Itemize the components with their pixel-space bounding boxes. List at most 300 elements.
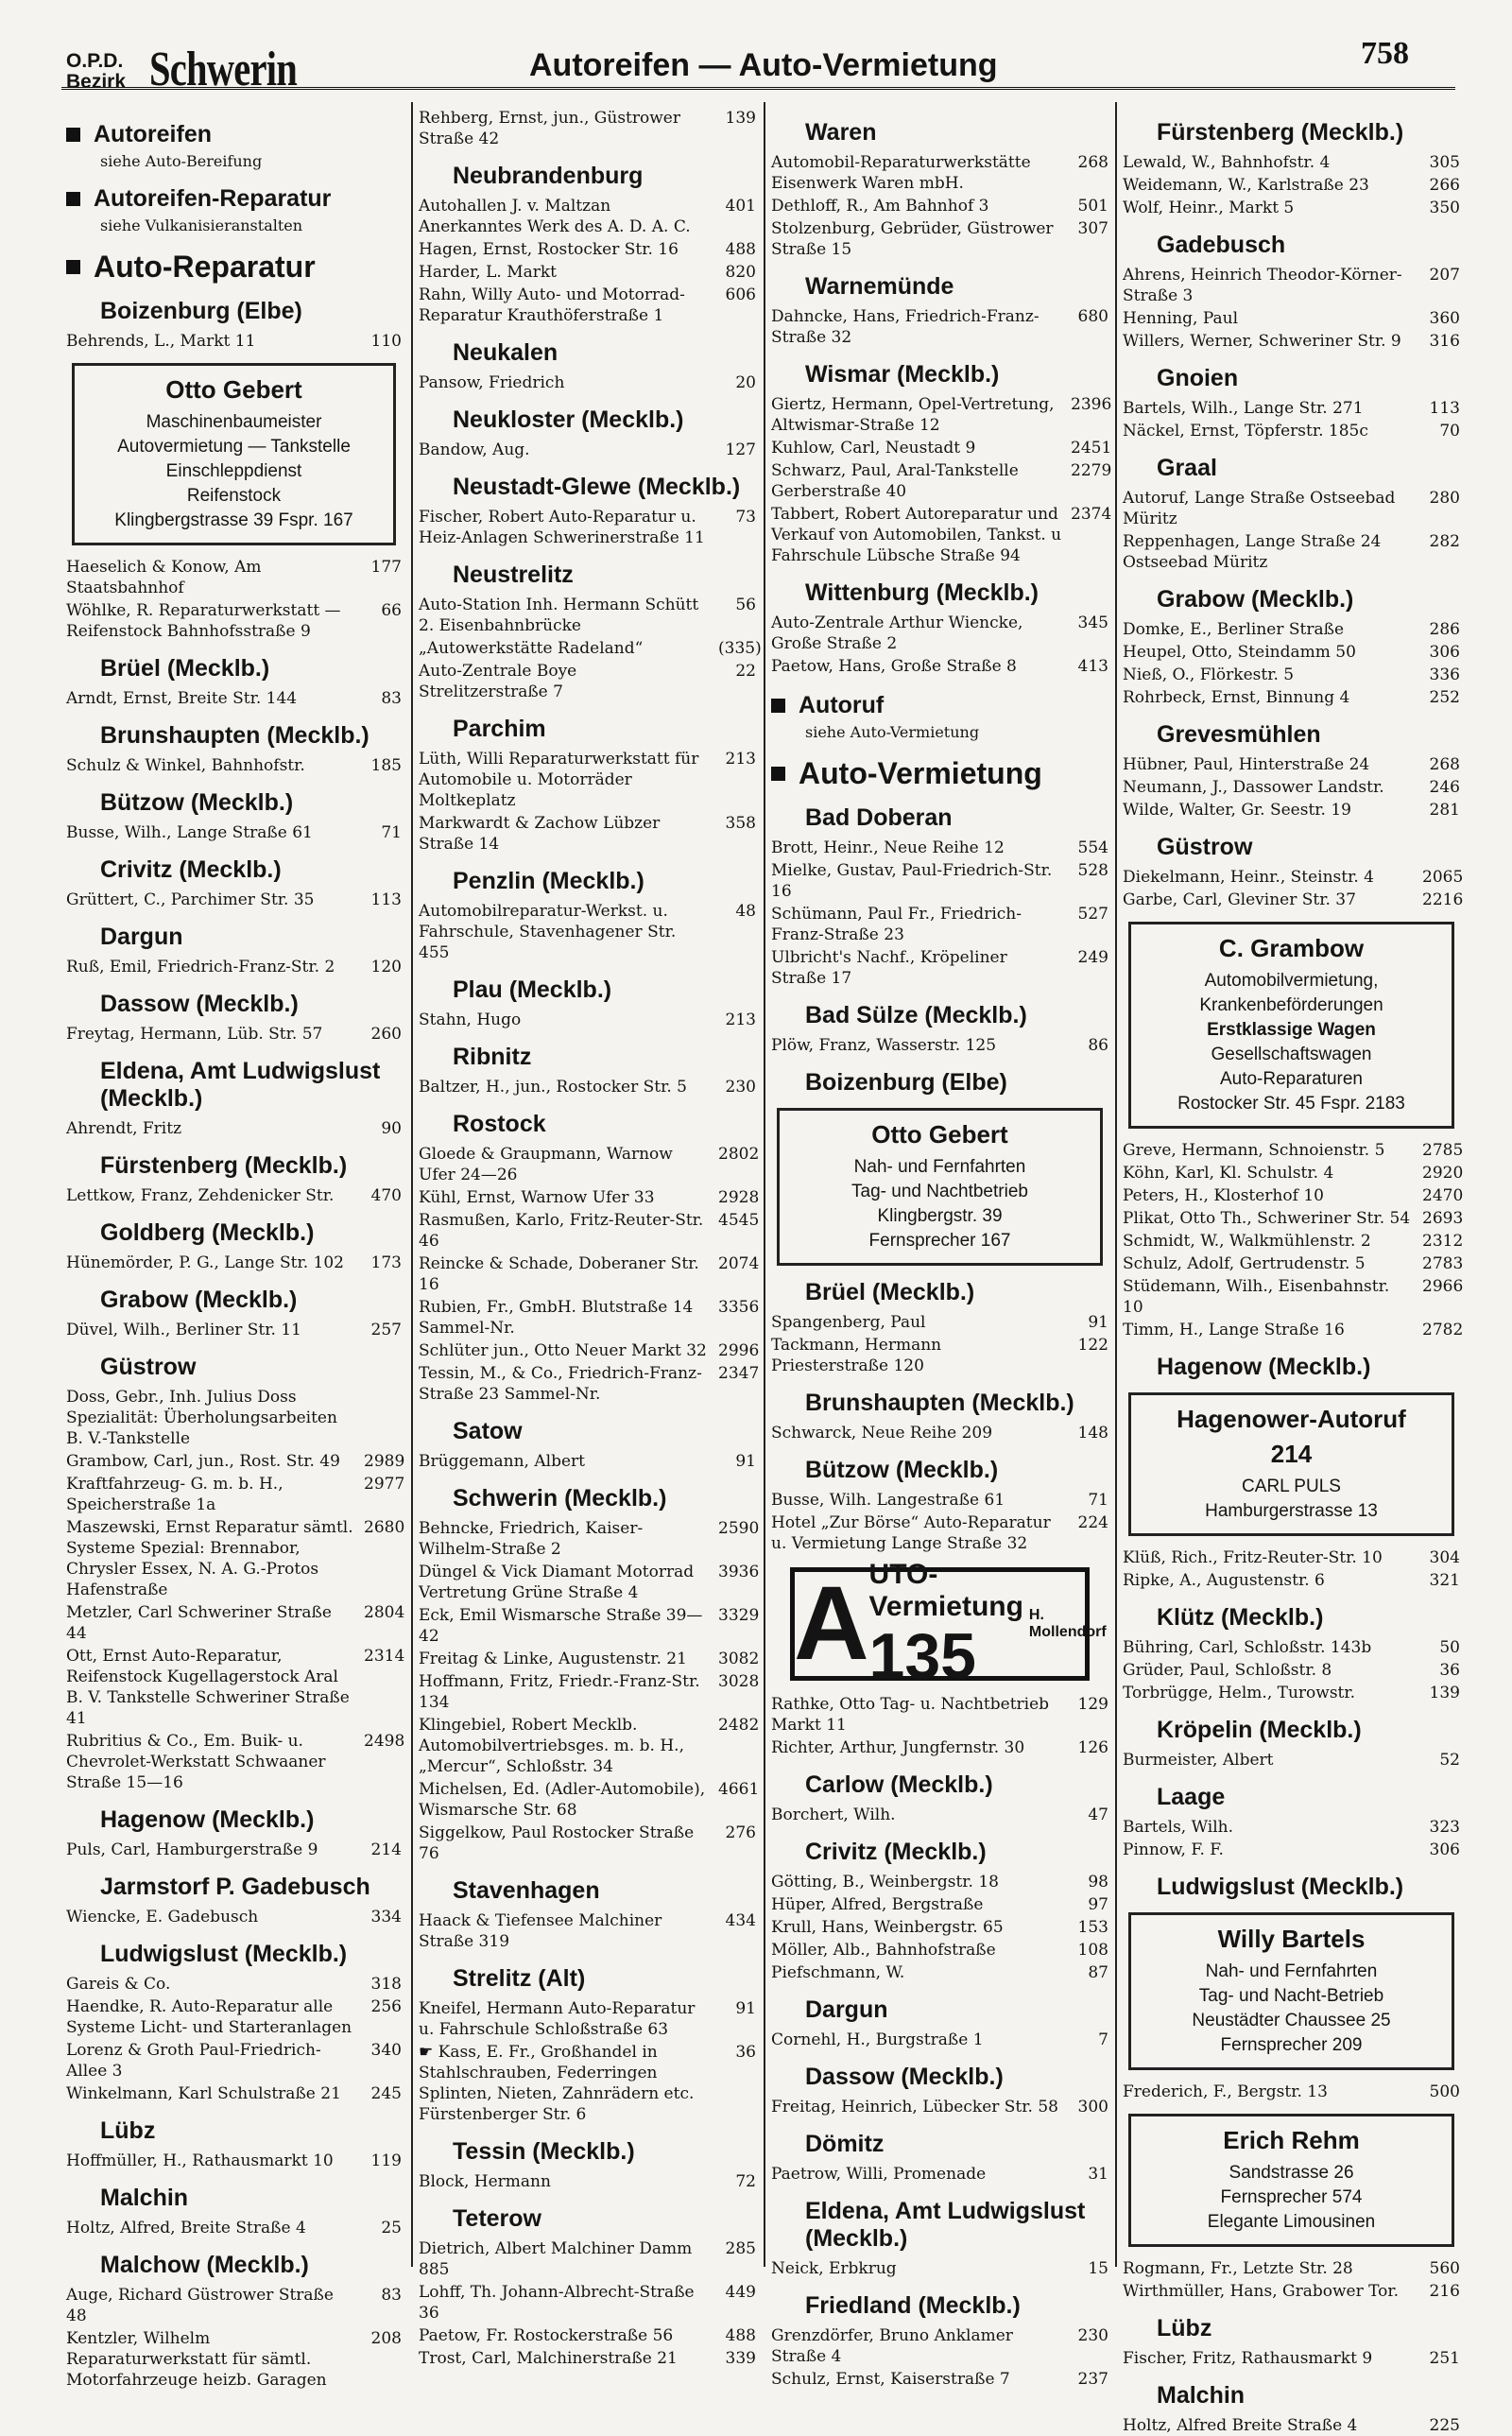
- city-heading: Penzlin (Mecklb.): [453, 868, 644, 894]
- entry-text: Dethloff, R., Am Bahnhof 3: [771, 197, 989, 216]
- listing-entry: [419, 262, 756, 283]
- district-line-1: O.P.D.: [66, 50, 124, 72]
- entry-text: Michelsen, Ed. (Adler-Automobile), Wismarsche Str. 68: [419, 1780, 706, 1820]
- phone-number: 2989: [364, 1452, 405, 1471]
- phone-number: 3936: [718, 1563, 760, 1581]
- entry-text: Behrends, L., Markt 11: [66, 332, 256, 351]
- phone-number: 527: [1077, 905, 1108, 924]
- listing-entry: [66, 755, 402, 776]
- entry-text: Peters, H., Klosterhof 10: [1123, 1186, 1324, 1205]
- listing-entry: [419, 595, 756, 636]
- entry-text: Haeselich & Konow, Am Staatsbahnhof: [66, 558, 262, 597]
- phone-number: 2482: [718, 1716, 760, 1735]
- phone-number: 334: [370, 1908, 402, 1926]
- listing-entry: [1123, 1570, 1460, 1591]
- listing-entry: [1123, 1660, 1460, 1681]
- listing-entry: [419, 1649, 760, 1669]
- entry-text: Domke, E., Berliner Straße: [1123, 620, 1345, 639]
- entry-text: Arndt, Ernst, Breite Str. 144: [66, 689, 298, 708]
- entry-text: Spangenberg, Paul: [771, 1313, 926, 1332]
- phone-number: 2347: [718, 1364, 760, 1383]
- entry-text: Neumann, J., Dassower Landstr.: [1123, 778, 1384, 797]
- phone-number: 36: [1439, 1661, 1460, 1680]
- listing-entry: [66, 1387, 402, 1449]
- entry-text: Frederich, F., Bergstr. 13: [1123, 2082, 1328, 2101]
- section-title: Autoreifen-Reparatur: [94, 185, 332, 212]
- listing-entry: [1123, 867, 1464, 888]
- entry-text: Pansow, Friedrich: [419, 373, 565, 392]
- entry-text: Näckel, Ernst, Töpferstr. 185c: [1123, 422, 1368, 441]
- listing-entry: [1123, 1320, 1464, 1340]
- phone-number: 97: [1088, 1895, 1108, 1914]
- phone-number: 173: [370, 1253, 402, 1272]
- listing-entry: [1123, 488, 1460, 529]
- city-heading: Fürstenberg (Mecklb.): [1157, 119, 1404, 146]
- phone-number: 83: [381, 689, 402, 708]
- listing-entry: [1123, 1547, 1460, 1568]
- phone-number: 3082: [718, 1650, 760, 1668]
- city-heading: Wismar (Mecklb.): [805, 361, 1000, 388]
- page-number: 758: [1361, 36, 1409, 71]
- city-heading: Jarmstorf P. Gadebusch: [100, 1874, 370, 1900]
- phone-number: 252: [1429, 688, 1460, 707]
- ad-phone: 214: [1270, 1440, 1313, 1468]
- section-autoreifen-reparatur: [66, 185, 402, 213]
- phone-number: 280: [1429, 489, 1460, 508]
- entry-text: Plikat, Otto Th., Schweriner Str. 54: [1123, 1209, 1411, 1228]
- phone-number: 340: [370, 2041, 402, 2060]
- entry-text: Schulz, Ernst, Kaiserstraße 7: [771, 2370, 1010, 2389]
- city-heading: Brüel (Mecklb.): [805, 1279, 975, 1305]
- listing-entry: [419, 813, 756, 855]
- phone-number: 560: [1429, 2259, 1460, 2278]
- cross-reference: siehe Auto-Bereifung: [100, 152, 263, 170]
- listing-entry: [419, 507, 756, 548]
- section-bullet-icon: [66, 128, 80, 142]
- listing-entry: [1123, 2258, 1460, 2279]
- phone-number: 2680: [364, 1518, 405, 1537]
- listing-entry: [419, 2282, 756, 2324]
- entry-text: Auto-Station Inh. Hermann Schütt 2. Eisenbahnbrücke: [419, 596, 699, 635]
- entry-text: Reincke & Schade, Doberaner Str. 16: [419, 1254, 699, 1294]
- city-heading: Lübz: [1157, 2315, 1212, 2341]
- entry-text: Heupel, Otto, Steindamm 50: [1123, 643, 1356, 662]
- entry-text: Freytag, Hermann, Lüb. Str. 57: [66, 1025, 323, 1044]
- entry-text: Klingebiel, Robert Mecklb. Automobilvertriebsges. m. b. H., „Mercur“, Schloßstr. 34: [419, 1716, 684, 1776]
- entry-text: Paetrow, Willi, Promenade: [771, 2165, 987, 2184]
- listing-entry: [771, 1312, 1108, 1333]
- entry-text: Gareis & Co.: [66, 1975, 171, 1994]
- city-heading: Neukloster (Mecklb.): [453, 406, 684, 433]
- city-heading: Grabow (Mecklb.): [100, 1287, 298, 1313]
- listing-entry: [66, 822, 402, 843]
- phone-number: 237: [1077, 2370, 1108, 2389]
- phone-number: 48: [735, 902, 756, 921]
- ad-line: UTO-Vermietung: [868, 1559, 1023, 1622]
- phone-number: 86: [1088, 1036, 1108, 1055]
- listing-entry: [66, 1646, 405, 1729]
- city-heading: Neukalen: [453, 339, 558, 366]
- listing-entry: [419, 285, 756, 326]
- city-heading: Gadebusch: [1157, 232, 1286, 258]
- city-heading: Güstrow: [100, 1354, 197, 1380]
- listing-entry: [66, 557, 402, 598]
- listing-entry: [66, 2151, 402, 2171]
- phone-number: 22: [735, 662, 756, 681]
- ad-otto-gebert-vermietung: [777, 1108, 1103, 1266]
- column-1: [66, 106, 405, 2390]
- entry-text: Rogmann, Fr., Letzte Str. 28: [1123, 2259, 1353, 2278]
- section-auto-vermietung: [771, 756, 1108, 791]
- listing-entry: [66, 1907, 402, 1927]
- section-auto-reparatur: [66, 250, 402, 285]
- ad-title: Erich Rehm: [1223, 2126, 1360, 2154]
- city-heading: Fürstenberg (Mecklb.): [100, 1152, 348, 1179]
- phone-number: 2802: [718, 1145, 760, 1164]
- phone-number: 286: [1429, 620, 1460, 639]
- entry-text: Freitag & Linke, Augustenstr. 21: [419, 1650, 687, 1668]
- city-heading: Eldena, Amt Ludwigslust (Mecklb.): [805, 2198, 1086, 2252]
- entry-text: Behncke, Friedrich, Kaiser-Wilhelm-Straße 2: [419, 1519, 644, 1559]
- city-heading: Goldberg (Mecklb.): [100, 1219, 315, 1246]
- listing-entry: [1123, 1140, 1464, 1161]
- phone-number: 207: [1429, 266, 1460, 285]
- entry-text: Ruß, Emil, Friedrich-Franz-Str. 2: [66, 958, 335, 976]
- listing-entry: [419, 1340, 760, 1361]
- listing-entry: [771, 2369, 1108, 2390]
- listing-entry: [1123, 198, 1460, 218]
- listing-entry: [1123, 1253, 1464, 1274]
- entry-text: Siggelkow, Paul Rostocker Straße 76: [419, 1823, 695, 1863]
- listing-entry: [771, 947, 1108, 989]
- listing-entry: [771, 1737, 1108, 1758]
- entry-text: Schlüter jun., Otto Neuer Markt 32: [419, 1341, 707, 1360]
- phone-number: 307: [1077, 219, 1108, 238]
- city-heading: Brunshaupten (Mecklb.): [805, 1390, 1074, 1416]
- entry-text: Haendke, R. Auto-Reparatur alle Systeme Licht- und Starteranlagen: [66, 1997, 352, 2037]
- entry-text: Wirthmüller, Hans, Grabower Tor.: [1123, 2282, 1400, 2301]
- listing-entry: [66, 2285, 402, 2326]
- listing-entry: [66, 2328, 402, 2391]
- ad-line: Tag- und Nacht-Betrieb: [1198, 1986, 1384, 2006]
- city-heading: Boizenburg (Elbe): [805, 1069, 1007, 1096]
- listing-entry: [771, 613, 1108, 654]
- phone-number: 2785: [1422, 1141, 1464, 1160]
- phone-number: 225: [1429, 2416, 1460, 2435]
- listing-entry: [771, 306, 1108, 348]
- ad-otto-gebert: [72, 363, 396, 545]
- phone-number: 213: [725, 750, 756, 769]
- entry-text: Schmidt, W., Walkmühlenstr. 2: [1123, 1232, 1371, 1251]
- entry-text: ☛ Kass, E. Fr., Großhandel in Stahlschrauben, Federringen Splinten, Nieten, Zahnrädern etc. Fürstenberger Str. 6: [419, 2043, 695, 2124]
- listing-entry: [66, 688, 402, 709]
- listing-entry: [771, 1962, 1108, 1983]
- listing-entry: [419, 239, 756, 260]
- phone-number: (335): [718, 639, 762, 658]
- phone-number: 4545: [718, 1211, 760, 1230]
- phone-number: 113: [370, 890, 402, 909]
- ad-title: Otto Gebert: [165, 375, 302, 404]
- city-heading: Boizenburg (Elbe): [100, 298, 302, 324]
- entry-text: Stahn, Hugo: [419, 1011, 522, 1029]
- city-heading: Parchim: [453, 716, 546, 742]
- entry-text: Metzler, Carl Schweriner Straße 44: [66, 1603, 332, 1643]
- ad-initial: A: [794, 1565, 869, 1682]
- listing-entry: [1123, 687, 1460, 708]
- ad-line: Fernsprecher 209: [1220, 2035, 1363, 2055]
- listing-entry: [419, 1605, 760, 1647]
- listing-entry: [419, 1010, 756, 1030]
- section-autoruf: [771, 692, 1108, 719]
- phone-number: 276: [725, 1823, 756, 1842]
- phone-number: 148: [1077, 1424, 1108, 1443]
- phone-number: 230: [1077, 2326, 1108, 2345]
- listing-entry: [419, 1562, 760, 1603]
- listing-entry: [66, 1731, 405, 1793]
- listing-entry: [66, 2083, 402, 2104]
- entry-text: Ott, Ernst Auto-Reparatur, Reifenstock Kugellagerstock Aral B. V. Tankstelle Schweriner Straße 41: [66, 1647, 350, 1728]
- phone-number: 488: [725, 240, 756, 259]
- column-divider: [1115, 102, 1117, 2267]
- ad-line: CARL PULS: [1242, 1477, 1341, 1496]
- ad-hagenower-autoruf: [1128, 1392, 1454, 1536]
- cross-reference: siehe Vulkanisieranstalten: [100, 216, 303, 234]
- phone-number: 246: [1429, 778, 1460, 797]
- phone-number: 139: [725, 109, 756, 128]
- ad-title: Hagenower-Autoruf: [1177, 1405, 1406, 1433]
- entry-text: Wolf, Heinr., Markt 5: [1123, 199, 1295, 217]
- phone-number: 260: [370, 1025, 402, 1044]
- phone-number: 2374: [1071, 505, 1112, 524]
- ad-line: Klingbergstr. 39: [877, 1206, 1003, 1226]
- listing-entry: [1123, 800, 1460, 821]
- entry-text: Kühl, Ernst, Warnow Ufer 33: [419, 1188, 655, 1207]
- listing-entry: [419, 661, 756, 702]
- ad-line: Elegante Limousinen: [1207, 2212, 1376, 2232]
- listing-entry: [419, 1671, 760, 1713]
- phone-number: 350: [1429, 199, 1460, 217]
- phone-number: 126: [1077, 1738, 1108, 1757]
- column-4: [1123, 106, 1464, 2435]
- city-heading: Dassow (Mecklb.): [100, 991, 299, 1017]
- ad-owner: H. Mollendorf: [1028, 1607, 1107, 1640]
- section-bullet-icon: [66, 260, 80, 274]
- city-heading: Dassow (Mecklb.): [805, 2064, 1004, 2090]
- phone-number: 213: [725, 1011, 756, 1029]
- entry-text: Grüder, Paul, Schloßstr. 8: [1123, 1661, 1332, 1680]
- entry-text: Ahrendt, Fritz: [66, 1119, 182, 1138]
- city-heading: Carlow (Mecklb.): [805, 1771, 993, 1798]
- entry-text: Hotel „Zur Börse“ Auto-Reparatur u. Vermietung Lange Straße 32: [771, 1513, 1051, 1553]
- listing-entry: [771, 656, 1108, 677]
- entry-text: Block, Hermann: [419, 2172, 551, 2191]
- phone-number: 2074: [718, 1254, 760, 1273]
- entry-text: Markwardt & Zachow Lübzer Straße 14: [419, 814, 661, 854]
- phone-number: 4661: [718, 1780, 760, 1799]
- entry-text: Wiencke, E. Gadebusch: [66, 1908, 259, 1926]
- ad-c-grambow: [1128, 922, 1454, 1129]
- entry-text: Holtz, Alfred, Breite Straße 4: [66, 2219, 306, 2237]
- entry-text: Wilde, Walter, Gr. Seestr. 19: [1123, 801, 1351, 820]
- section-bullet-icon: [66, 192, 80, 206]
- entry-text: Kraftfahrzeug- G. m. b. H., Speicherstraße 1a: [66, 1475, 284, 1514]
- phone-number: 36: [735, 2043, 756, 2062]
- listing-entry: [419, 1187, 760, 1208]
- city-heading: Schwerin (Mecklb.): [453, 1485, 667, 1512]
- phone-number: 15: [1088, 2259, 1108, 2278]
- listing-entry: [1123, 1208, 1464, 1229]
- phone-number: 316: [1429, 332, 1460, 351]
- entry-text: Rahn, Willy Auto- und Motorrad-Reparatur Krauthöferstraße 1: [419, 285, 685, 325]
- listing-entry: [1123, 531, 1460, 573]
- entry-text: Automobil-Reparaturwerkstätte Eisenwerk Waren mbH.: [771, 153, 1031, 193]
- entry-text: Brott, Heinr., Neue Reihe 12: [771, 838, 1005, 857]
- ad-line: Fernsprecher 574: [1220, 2187, 1363, 2207]
- listing-entry: [419, 372, 756, 393]
- listing-entry: [771, 1423, 1108, 1443]
- ad-line: Nah- und Fernfahrten: [1205, 1961, 1378, 1981]
- city-heading: Dömitz: [805, 2131, 885, 2157]
- phone-number: 72: [735, 2172, 756, 2191]
- phone-number: 501: [1077, 197, 1108, 216]
- listing-entry: [771, 860, 1108, 902]
- entry-text: Lüth, Willi Reparaturwerkstatt für Automobile u. Motorräder Moltkeplatz: [419, 750, 699, 810]
- section-title: Autoreifen: [94, 121, 212, 147]
- ad-erich-rehm: [1128, 2114, 1454, 2247]
- phone-number: 305: [1429, 153, 1460, 172]
- ad-line: Erstklassige Wagen: [1207, 1020, 1376, 1040]
- listing-entry: [419, 1823, 756, 1864]
- city-heading: Grabow (Mecklb.): [1157, 586, 1354, 613]
- entry-text: Trost, Carl, Malchinerstraße 21: [419, 2349, 678, 2368]
- ad-title: Otto Gebert: [871, 1120, 1008, 1149]
- page-header: [0, 0, 1512, 104]
- entry-text: Automobilreparatur-Werkst. u. Fahrschule, Stavenhagener Str. 455: [419, 902, 677, 962]
- city-heading: Wittenburg (Mecklb.): [805, 579, 1039, 606]
- phone-number: 321: [1429, 1571, 1460, 1590]
- phone-number: 2966: [1422, 1277, 1464, 1296]
- city-heading: Brüel (Mecklb.): [100, 655, 270, 682]
- phone-number: 413: [1077, 657, 1108, 676]
- listing-entry: [419, 1297, 760, 1339]
- city-heading: Hagenow (Mecklb.): [100, 1806, 315, 1833]
- entry-text: Hoffmann, Fritz, Friedr.-Franz-Str. 134: [419, 1672, 700, 1712]
- city-heading: Ludwigslust (Mecklb.): [100, 1941, 348, 1967]
- entry-text: Henning, Paul: [1123, 309, 1239, 328]
- city-heading: Malchow (Mecklb.): [100, 2252, 309, 2278]
- entry-text: Neick, Erbkrug: [771, 2259, 897, 2278]
- phone-number: 285: [725, 2239, 756, 2258]
- listing-entry: [1123, 1817, 1460, 1838]
- listing-entry: [771, 2097, 1108, 2117]
- listing-entry: [66, 1185, 402, 1206]
- phone-number: 47: [1088, 1805, 1108, 1824]
- city-heading: Grevesmühlen: [1157, 721, 1321, 748]
- phone-number: 3356: [718, 1298, 760, 1317]
- listing-entry: [1123, 1840, 1460, 1860]
- entry-text: Greve, Hermann, Schnoienstr. 5: [1123, 1141, 1385, 1160]
- listing-entry: [771, 1805, 1108, 1825]
- phone-number: 318: [370, 1975, 402, 1994]
- phone-number: 256: [370, 1997, 402, 2016]
- listing-entry: [771, 460, 1112, 502]
- phone-number: 323: [1429, 1818, 1460, 1837]
- entry-text: Klüß, Rich., Fritz-Reuter-Str. 10: [1123, 1548, 1383, 1567]
- phone-number: [364, 1387, 402, 1449]
- column-3: [771, 106, 1112, 2389]
- phone-number: 251: [1429, 2349, 1460, 2368]
- entry-text: Haack & Tiefensee Malchiner Straße 319: [419, 1911, 662, 1951]
- phone-number: 214: [370, 1840, 402, 1859]
- listing-entry: [419, 2348, 756, 2369]
- phone-number: 306: [1429, 643, 1460, 662]
- phone-number: 2216: [1422, 890, 1464, 909]
- listing-entry: [1123, 1163, 1464, 1183]
- listing-entry: [771, 152, 1108, 194]
- entry-text: Schulz & Winkel, Bahnhofstr.: [66, 756, 305, 775]
- listing-entry: [66, 1974, 402, 1995]
- phone-number: 153: [1077, 1918, 1108, 1937]
- phone-number: 2065: [1422, 868, 1464, 887]
- entry-text: Rubien, Fr., GmbH. Blutstraße 14 Sammel-Nr.: [419, 1298, 694, 1338]
- city-heading: Ribnitz: [453, 1044, 532, 1070]
- city-heading: Neustadt-Glewe (Mecklb.): [453, 474, 741, 500]
- listing-entry: [771, 1917, 1108, 1938]
- entry-text: Ulbricht's Nachf., Kröpeliner Straße 17: [771, 948, 1007, 988]
- entry-text: Borchert, Wilh.: [771, 1805, 896, 1824]
- entry-text: Wöhlke, R. Reparaturwerkstatt — Reifenstock Bahnhofsstraße 9: [66, 601, 341, 641]
- listing-entry: [419, 1363, 760, 1405]
- listing-entry: [1123, 619, 1460, 640]
- entry-text: Kuhlow, Carl, Neustadt 9: [771, 439, 976, 458]
- listing-entry: [419, 1451, 756, 1472]
- entry-text: Rathke, Otto Tag- u. Nachtbetrieb Markt 11: [771, 1695, 1050, 1735]
- phone-number: 230: [725, 1078, 756, 1097]
- phone-number: 108: [1077, 1941, 1108, 1960]
- ad-line: Fernsprecher 167: [868, 1231, 1011, 1251]
- listing-entry: [419, 1518, 760, 1560]
- listing-entry: [419, 1253, 760, 1295]
- city-heading: Warnemünde: [805, 273, 954, 300]
- phone-number: 129: [1077, 1695, 1108, 1714]
- entry-text: Schulz, Adolf, Gertrudenstr. 5: [1123, 1254, 1366, 1273]
- ad-line: Hamburgerstrasse 13: [1205, 1501, 1378, 1521]
- phone-number: 56: [735, 596, 756, 614]
- city-heading: Neustrelitz: [453, 561, 574, 588]
- section-title: Auto-Vermietung: [799, 756, 1042, 790]
- phone-number: 119: [370, 2151, 402, 2170]
- city-heading: Bad Sülze (Mecklb.): [805, 1002, 1027, 1028]
- listing-entry: [771, 1335, 1108, 1376]
- phone-number: 500: [1429, 2082, 1460, 2101]
- ad-auto-vermietung-135: [790, 1559, 1107, 1692]
- section-autoreifen: [66, 121, 402, 148]
- entry-text: Dietrich, Albert Malchiner Damm 885: [419, 2239, 693, 2279]
- phone-number: 2279: [1071, 461, 1112, 480]
- city-heading: Lübz: [100, 2117, 156, 2144]
- listing-entry: [419, 1998, 756, 2040]
- ad-willy-bartels: [1128, 1912, 1454, 2070]
- listing-entry: [1123, 1231, 1464, 1252]
- phone-number: 820: [725, 263, 756, 282]
- listing-entry: [771, 1872, 1108, 1892]
- phone-number: 2396: [1071, 395, 1112, 414]
- listing-entry: [419, 1144, 760, 1185]
- entry-text: Lettkow, Franz, Zehdenicker Str.: [66, 1186, 335, 1205]
- listing-entry: [419, 2238, 756, 2280]
- city-heading: Eldena, Amt Ludwigslust (Mecklb.): [100, 1058, 381, 1112]
- phone-number: 113: [1429, 399, 1460, 418]
